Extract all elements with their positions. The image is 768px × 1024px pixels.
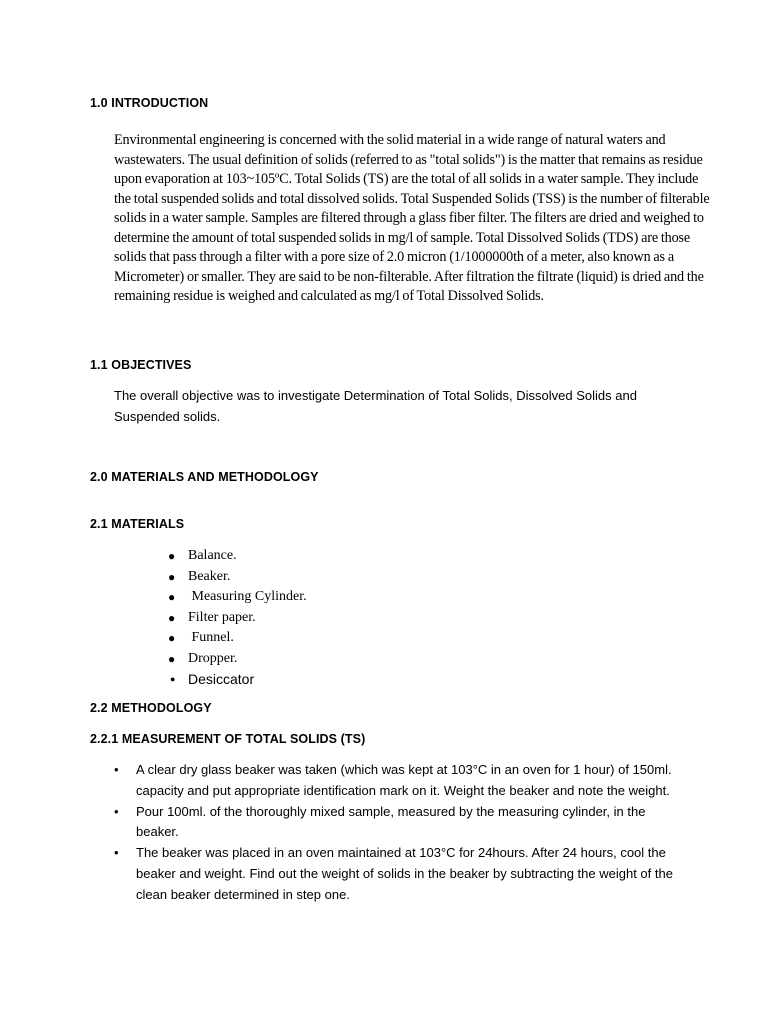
intro-paragraph: Environmental engineering is concerned with the solid material in a wide range of natural waters and wastewaters. The usual definition of solids (referred to as "total solids") is the matter that remains as residue upon evaporation at 103~105ºC. Total Solids (TS) are the total of all solids in a water sample. They include the total suspended solids and total dissolved solids. Total Suspended Solids (TSS) is the number of filterable solids in a water sample. Samples are filtered through a glass fiber filter. The filters are dried and weighed to determine the amount of total suspended solids in mg/l of sample. Total Dissolved Solids (TDS) are those solids that pass through a filter with a pore size of 2.0 micron (1/1000000th of a meter, also known as a Micrometer) or smaller. They are said to be non-filterable. After filtration the filtrate (liquid) is dried and the remaining residue is weighed and calculated as mg/l of Total Dissolved Solids. xyxy=(114,132,710,304)
bullet-icon: ● xyxy=(170,674,176,684)
ts-heading: 2.2.1 MEASUREMENT OF TOTAL SOLIDS (TS) xyxy=(90,732,366,746)
list-item: ● Beaker. xyxy=(164,567,307,588)
bullet-icon: • xyxy=(114,845,119,861)
ts-steps-list xyxy=(114,760,674,906)
bullet-icon: ● xyxy=(168,590,176,604)
methodology-heading: 2.2 METHODOLOGY xyxy=(90,701,212,715)
bullet-icon: ● xyxy=(168,651,176,666)
materials-list xyxy=(164,546,307,690)
list-item: • The beaker was placed in an oven maintained at 103°C for 24hours. After 24 hours, cool the beaker and weight. Find out the weight of solids in the beaker by subtracting the weight of the clean beaker determined in step one. xyxy=(114,845,673,902)
materials-heading: 2.1 MATERIALS xyxy=(90,517,185,531)
list-item: ● Dropper. xyxy=(164,649,307,670)
list-item: ● Desiccator xyxy=(164,669,307,690)
bullet-icon: ● xyxy=(168,631,176,645)
bullet-icon: ● xyxy=(168,610,176,625)
list-item: • Pour 100ml. of the thoroughly mixed sample, measured by the measuring cylinder, in the beaker. xyxy=(114,803,646,840)
list-item: ● Funnel. xyxy=(164,628,307,649)
objectives-heading: 1.1 OBJECTIVES xyxy=(90,358,192,372)
materials-methodology-heading: 2.0 MATERIALS AND METHODOLOGY xyxy=(90,470,319,484)
list-item: ● Filter paper. xyxy=(164,608,307,629)
bullet-icon: • xyxy=(114,803,119,819)
list-item: ● Balance. xyxy=(164,546,307,567)
bullet-icon: ● xyxy=(168,569,176,584)
objectives-paragraph: The overall objective was to investigate Determination of Total Solids, Dissolved Solids and Suspended solids. xyxy=(114,388,637,424)
intro-heading: 1.0 INTRODUCTION xyxy=(90,96,209,110)
list-item: ● Measuring Cylinder. xyxy=(164,587,307,608)
bullet-icon: • xyxy=(114,762,119,777)
list-item: • A clear dry glass beaker was taken (which was kept at 103°C in an oven for 1 hour) of 150ml. capacity and put appropriate identification mark on it. Weight the beaker and note the weight. xyxy=(114,762,672,798)
bullet-icon: ● xyxy=(168,549,176,563)
